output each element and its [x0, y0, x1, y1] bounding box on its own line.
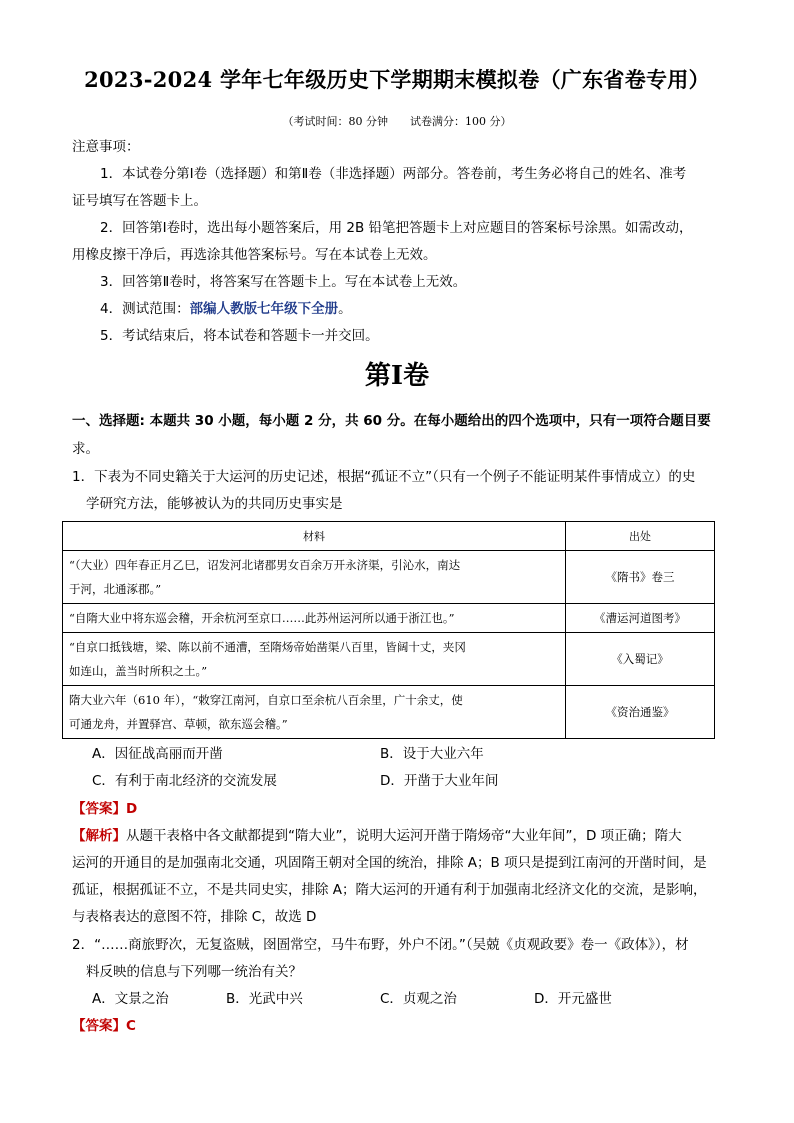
- source-cell: 《资治通鉴》: [566, 686, 715, 739]
- material-line: 于河，北通涿郡。”: [69, 582, 162, 596]
- notice-item-5: 5．考试结束后，将本试卷和答题卡一并交回。: [100, 328, 379, 344]
- answer-label: 【答案】: [72, 801, 126, 817]
- notice-item-4-prefix: 4．测试范围：: [100, 301, 190, 317]
- q1-option-b[interactable]: B．设于大业六年: [380, 746, 484, 762]
- notice-item-3: 3．回答第Ⅱ卷时，将答案写在答题卡上。写在本试卷上无效。: [100, 274, 467, 290]
- source-cell: 《入蜀记》: [566, 633, 715, 686]
- q2-stem-a: 2．“……商旅野次，无复盗贼，囹圄常空，马牛布野，外户不闭。”（吴兢《贞观政要》卷一《政体》），材: [72, 937, 689, 953]
- answer-value: C: [126, 1018, 136, 1034]
- q1-stem-a: 1．下表为不同史籍关于大运河的历史记述，根据“孤证不立”（只有一个例子不能证明某件事情成立）的史: [72, 469, 696, 485]
- analysis-label: 【解析】: [72, 828, 126, 844]
- q2-stem-b: 料反映的信息与下列哪一统治有关？: [86, 964, 302, 980]
- material-cell: [63, 633, 566, 686]
- q1-analysis-b: 运河的开通目的是加强南北交通，巩固隋王朝对全国的统治，排除 A；B 项只是提到江南河的开凿时间，是: [72, 855, 707, 871]
- material-line: “（大业）四年春正月乙巳，诏发河北诸郡男女百余万开永济渠，引沁水，南达: [69, 558, 461, 572]
- notice-item-1b: 证号填写在答题卡上。: [72, 193, 207, 209]
- part1-intro-a: [72, 412, 711, 431]
- material-cell: [63, 604, 566, 633]
- answer-value: D: [126, 801, 138, 817]
- part1-intro-b: 求。: [72, 441, 99, 457]
- notice-heading: 注意事项：: [72, 139, 140, 155]
- part1-label: 一、选择题: [72, 413, 140, 429]
- q1-answer: [72, 800, 137, 819]
- q2-option-d[interactable]: D．开元盛世: [534, 991, 612, 1007]
- q2-answer: [72, 1017, 136, 1036]
- part1-intro-emph: 四个选项中: [508, 413, 576, 429]
- section-title: 第Ⅰ卷: [364, 361, 430, 391]
- notice-item-2b: 用橡皮擦干净后，再选涂其他答案标号。写在本试卷上无效。: [72, 247, 437, 263]
- q1-analysis-a: [72, 827, 682, 846]
- table-row: [63, 686, 715, 739]
- q2-option-c[interactable]: C．贞观之治: [380, 991, 457, 1007]
- notice-item-4: [100, 300, 352, 319]
- part1-intro-text1: : 本题共 30 小题，每小题 2 分，共 60 分。在每小题给出的: [139, 413, 509, 429]
- header-source: 出处: [566, 522, 715, 551]
- q1-stem-b: 学研究方法，能够被认为的共同历史事实是: [86, 496, 343, 512]
- header-material: 材料: [63, 522, 566, 551]
- material-line: 如连山，盖当时所积之土。”: [69, 664, 208, 678]
- answer-label: 【答案】: [72, 1018, 126, 1034]
- source-cell: 《漕运河道图考》: [566, 604, 715, 633]
- material-cell: [63, 686, 566, 739]
- notice-item-2a: 2．回答第Ⅰ卷时，选出每小题答案后，用 2B 铅笔把答题卡上对应题目的答案标号涂黑。如需改动，: [100, 220, 693, 236]
- q1-option-c[interactable]: C．有利于南北经济的交流发展: [92, 773, 277, 789]
- notice-item-1a: 1．本试卷分第Ⅰ卷（选择题）和第Ⅱ卷（非选择题）两部分。答卷前，考生务必将自己的姓名、准考: [100, 166, 687, 182]
- table-row: [63, 551, 715, 604]
- table-header-row: [63, 522, 715, 551]
- source-cell: 《隋书》卷三: [566, 551, 715, 604]
- exam-time-info: （考试时间：80 分钟 试卷满分：100 分）: [282, 115, 512, 128]
- test-scope: 部编人教版七年级下全册: [189, 301, 339, 317]
- q1-source-table: [62, 521, 715, 739]
- page-title: 2023-2024 学年七年级历史下学期期末模拟卷（广东省卷专用）: [84, 67, 710, 92]
- notice-item-4-suffix: 。: [338, 301, 352, 317]
- material-line: 隋大业六年（610 年），“敕穿江南河，自京口至余杭八百余里，广十余丈，使: [69, 693, 463, 707]
- material-cell: [63, 551, 566, 604]
- analysis-text: 从题干表格中各文献都提到“隋大业”，说明大运河开凿于隋炀帝“大业年间”，D 项正确；隋大: [126, 828, 682, 844]
- q1-option-d[interactable]: D．开凿于大业年间: [380, 773, 499, 789]
- material-line: “自京口抵钱塘，梁、陈以前不通漕，至隋炀帝始凿渠八百里，皆阔十丈，夹冈: [69, 640, 466, 654]
- q2-option-b[interactable]: B．光武中兴: [226, 991, 303, 1007]
- q1-option-a[interactable]: A．因征战高丽而开凿: [92, 746, 223, 762]
- q1-analysis-c: 孤证，根据孤证不立，不是共同史实，排除 A；隋大运河的开通有利于加强南北经济文化的交流，是影响，: [72, 882, 707, 898]
- material-line: 可通龙舟，并置驿宫、草顿，欲东巡会稽。”: [69, 717, 288, 731]
- q2-option-a[interactable]: A．文景之治: [92, 991, 169, 1007]
- table-row: [63, 633, 715, 686]
- part1-intro-text2: ，只有一项符合题目要: [575, 413, 711, 429]
- table-row: [63, 604, 715, 633]
- material-line: “自隋大业中将东巡会稽，开余杭河至京口……此苏州运河所以通于浙江也。”: [69, 611, 455, 625]
- q1-analysis-d: 与表格表达的意图不符，排除 C，故选 D: [72, 909, 317, 925]
